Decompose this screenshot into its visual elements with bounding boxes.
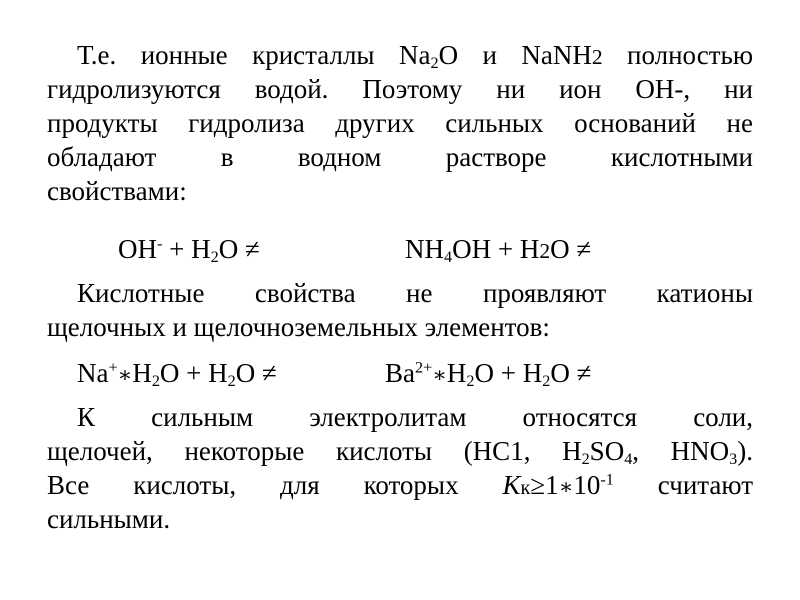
paragraph-strong-electrolytes: [47, 400, 753, 536]
equation-sodium-cation: $Na^+∗H_2O + H_2O$ ≠: [77, 358, 277, 391]
text-line: обладают в водном растворе кислотными: [47, 142, 753, 172]
text-line: продукты гидролиза других сильных оснований не: [47, 108, 753, 138]
text-line: Все кислоты, для которых $Kк\ge 1∗10^{-1}$ считают: [47, 470, 753, 500]
equation-ammonium-hydroxide: $NH_4OH + H2O$ ≠: [405, 234, 592, 267]
text-line: гидролизуются водой. Поэтому ни ион OH-, ни: [47, 74, 753, 104]
text-line: К сильным электролитам относятся соли,: [77, 402, 753, 432]
text-line: щелочных и щелочноземельных элементов:: [47, 312, 550, 342]
paragraph-cations: [47, 276, 753, 344]
text-line: щелочей, некоторые кислоты (HC1, $H_2SO_4$, $HNO_3$).: [47, 436, 753, 469]
text-line: свойствами:: [47, 176, 187, 206]
text-line: Т.е. ионные кристаллы $Na_2O$ и NaNH2 полностью: [77, 40, 753, 73]
equation-barium-cation: $Ba^{2+}∗H_2O + H_2O$ ≠: [385, 358, 592, 391]
paragraph-ionic-crystals: [47, 38, 753, 208]
text-line: сильными.: [47, 504, 171, 534]
equation-hydroxide: $OH^- + H_2O$ ≠: [118, 234, 260, 267]
text-line: Кислотные свойства не проявляют катионы: [77, 278, 753, 308]
